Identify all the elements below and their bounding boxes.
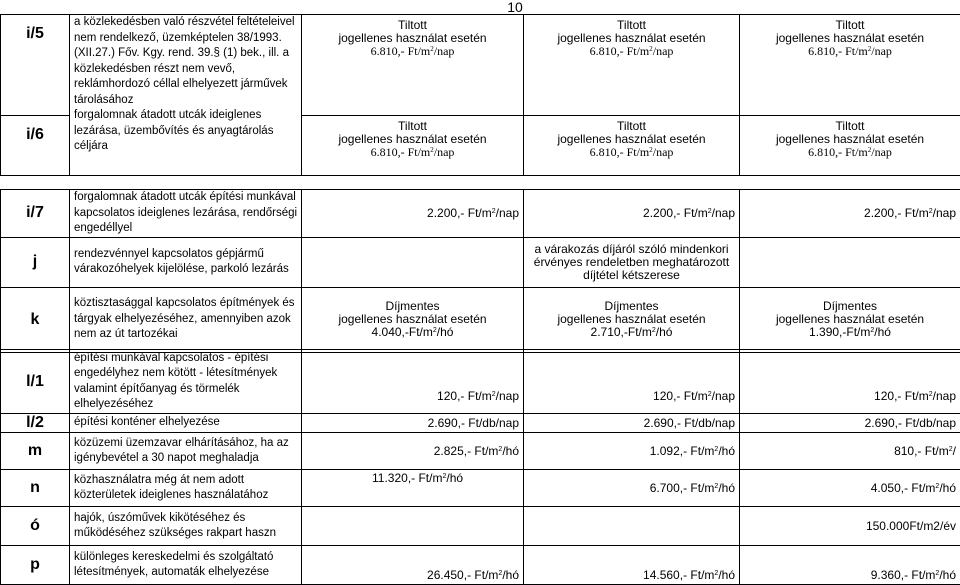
- row-description: hajók, úszóművek kikötéséhez és működéséhez szükséges rakpart haszn: [70, 507, 302, 546]
- row-description: építési konténer elhelyezése: [70, 414, 302, 433]
- fee-cell: 9.360,- $Ft/m^2/hó$: [740, 546, 960, 585]
- fee-cell: 2.690,- Ft/db/nap: [524, 414, 740, 433]
- table-row: [1, 433, 960, 470]
- row-description: építési munkával kapcsolatos - építési engedélyhez nem kötött - létesítmények valamint építőanyag és törmelék elhelyezéséhez: [70, 350, 302, 414]
- table-row: [1, 470, 960, 507]
- fee-cell: 1.092,- $Ft/m^2/hó$: [524, 433, 740, 470]
- page-number: 10: [507, 0, 523, 15]
- fee-cell: Díjmentes jogellenes használat esetén $4.040,-Ft/m^2/hó$: [302, 287, 524, 352]
- fee-cell: 26.450,- $Ft/m^2/hó$: [302, 546, 524, 585]
- fee-cell: 2.690,- Ft/db/nap: [740, 414, 960, 433]
- row-description: különleges kereskedelmi és szolgáltató létesítmények, automaták elhelyezése: [70, 546, 302, 585]
- fee-cell: [302, 237, 524, 287]
- row-code: k: [1, 287, 70, 352]
- table-row: [1, 287, 960, 352]
- row-description: [70, 15, 302, 176]
- row-code: p: [1, 546, 70, 585]
- fee-cell: 120,- $Ft/m^2$/nap: [302, 350, 524, 414]
- fee-cell: 120,- $Ft/m^2$/nap: [524, 350, 740, 414]
- fee-cell: 2.825,- $Ft/m^2/hó$: [302, 433, 524, 470]
- description-text: forgalomnak átadott utcák ideiglenes lezárása, üzembővítés és anyagtárolás céljára: [74, 109, 274, 152]
- row-code: i/6: [1, 116, 70, 176]
- fee-cell: [524, 507, 740, 546]
- table-row: [1, 350, 960, 414]
- fee-cell: Tiltott jogellenes használat esetén 6.810,- $Ft/m^2$/nap: [524, 116, 740, 176]
- fee-cell: 11.320,- $Ft/m^2/hó$: [302, 470, 524, 507]
- fee-cell: Díjmentes jogellenes használat esetén $2.710,-Ft/m^2/hó$: [524, 287, 740, 352]
- fee-cell: Tiltott jogellenes használat esetén 6.810,- $Ft/m^2$/nap: [740, 116, 960, 176]
- description-text: a közlekedésben való részvétel feltételeivel nem rendelkező, üzemképtelen 38/1993.(XII.27.) Főv. Kgy. rend. 39.§ (1) bek., ill. a közlekedésben részt nem vevő, reklámhordozó céllal elhelyezett járművek tárolásához: [74, 16, 295, 106]
- fee-cell: 2.690,- Ft/db/nap: [302, 414, 524, 433]
- fee-table-block-2: [0, 189, 960, 353]
- row-description: forgalomnak átadott utcák építési munkával kapcsolatos ideiglenes lezárása, rendőrségi engedéllyel: [70, 190, 302, 238]
- fee-cell: 2.200,- $Ft/m^2$/nap: [524, 190, 740, 238]
- fee-cell: 6.700,- $Ft/m^2/hó$: [524, 470, 740, 507]
- fee-table-block-1: [0, 14, 960, 176]
- fee-cell: 2.200,- $Ft/m^2$/nap: [302, 190, 524, 238]
- row-description: köztisztasággal kapcsolatos építmények és tárgyak elhelyezéséhez, amennyiben azok nem az út tartozékai: [70, 287, 302, 352]
- fee-cell: [302, 507, 524, 546]
- fee-cell: Tiltott jogellenes használat esetén 6.810,- $Ft/m^2$/nap: [740, 15, 960, 116]
- fee-cell: Tiltott jogellenes használat esetén 6.810,- $Ft/m^2$/nap: [302, 116, 524, 176]
- fee-cell: 120,- $Ft/m^2$/nap: [740, 350, 960, 414]
- fee-cell: Tiltott jogellenes használat esetén 6.810,- $Ft/m^2$/nap: [302, 15, 524, 116]
- row-code: i/5: [1, 15, 70, 116]
- table-row: [1, 237, 960, 287]
- row-description: rendezvénnyel kapcsolatos gépjármű várakozóhelyek kijelölése, parkoló lezárás: [70, 237, 302, 287]
- fee-cell: 14.560,- $Ft/m^2/hó$: [524, 546, 740, 585]
- fee-table-block-3: [0, 349, 960, 585]
- table-row: [1, 507, 960, 546]
- row-code: l/2: [1, 414, 70, 433]
- fee-cell: [740, 237, 960, 287]
- row-description: közüzemi üzemzavar elhárításához, ha az igénybevétel a 30 napot meghaladja: [70, 433, 302, 470]
- fee-cell: 2.200,- $Ft/m^2$/nap: [740, 190, 960, 238]
- table-row: [1, 546, 960, 585]
- row-code: m: [1, 433, 70, 470]
- row-code: l/1: [1, 350, 70, 414]
- table-row: [1, 15, 960, 116]
- table-row: [1, 414, 960, 433]
- row-code: j: [1, 237, 70, 287]
- row-description: közhasználatra még át nem adott közterületek ideiglenes használatához: [70, 470, 302, 507]
- fee-cell: 150.000Ft/m2/év: [740, 507, 960, 546]
- table-row: [1, 190, 960, 238]
- fee-cell: Tiltott jogellenes használat esetén 6.810,- $Ft/m^2$/nap: [524, 15, 740, 116]
- row-code: ó: [1, 507, 70, 546]
- fee-cell: a várakozás díjáról szóló mindenkori érvényes rendeletben meghatározott díjtétel kétszerese: [524, 237, 740, 287]
- fee-cell: 4.050,- $Ft/m^2/hó$: [740, 470, 960, 507]
- row-code: i/7: [1, 190, 70, 238]
- row-code: n: [1, 470, 70, 507]
- fee-cell: 810,- $Ft/m^2/$: [740, 433, 960, 470]
- fee-cell: Díjmentes jogellenes használat esetén $1.390,-Ft/m^2/hó$: [740, 287, 960, 352]
